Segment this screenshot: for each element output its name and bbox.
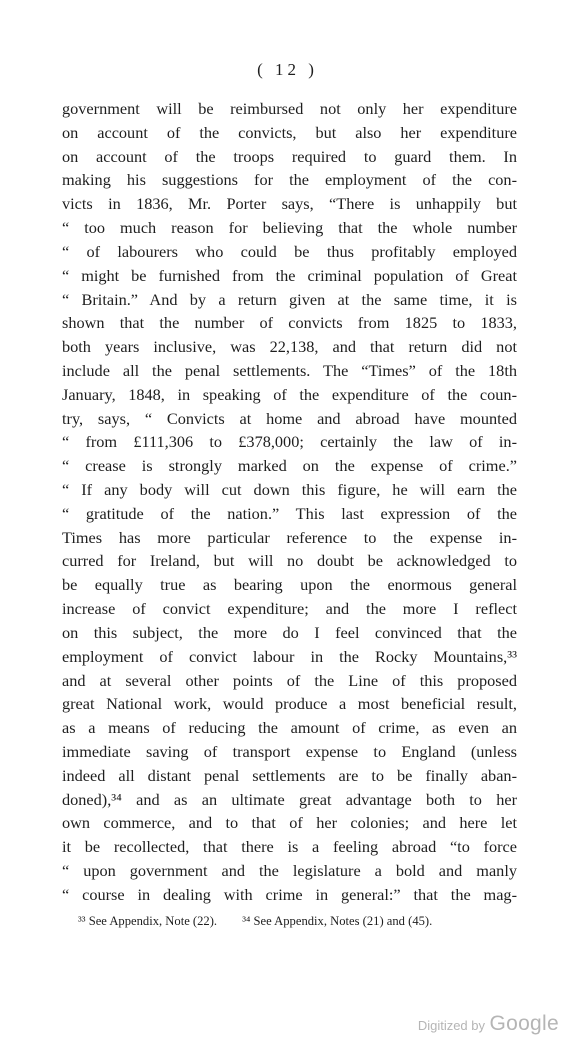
text-line: try, says, “ Convicts at home and abroad have mounted [62,408,517,428]
digitized-by-watermark [418,1012,559,1036]
text-line: “ gratitude of the nation.” This last expression of the [62,503,517,523]
body-text [62,97,517,907]
text-line: “ too much reason for believing that the whole number [62,218,517,238]
footnote-33: ³³ See Appendix, Note (22). [78,914,218,928]
text-line: immediate saving of transport expense to England (unless [62,741,517,761]
text-line: on account of the convicts, but also her expenditure [62,122,517,142]
text-line: “ crease is strongly marked on the expense of crime.” [62,456,517,476]
text-line: doned),³⁴ and as an ultimate great advantage both to her [62,789,517,809]
text-line: “ from £111,306 to £378,000; certainly the law of in- [62,432,517,452]
text-line: increase of convict expenditure; and the more I reflect [62,599,517,619]
text-line: government will be reimbursed not only her expenditure [62,99,517,118]
text-line: “ course in dealing with crime in general:” that the mag- [62,884,517,904]
text-line: on this subject, the more do I feel convinced that the [62,622,517,642]
text-line: both years inclusive, was 22,138, and that return did not [62,337,517,357]
text-line: as a means of reducing the amount of crime, as even an [62,718,517,738]
text-line: curred for Ireland, but will no doubt be acknowledged to [62,551,517,571]
footnotes [78,914,518,929]
text-line: shown that the number of convicts from 1825 to 1833, [62,313,517,333]
text-line: making his suggestions for the employment of the con- [62,170,517,190]
text-line: “ might be furnished from the criminal population of Great [62,265,517,285]
text-line: great National work, would produce a most beneficial result, [62,694,517,714]
text-line: be equally true as bearing upon the enormous general [62,575,517,595]
text-line: own commerce, and to that of her colonies; and here let [62,813,517,833]
text-line: employment of convict labour in the Rocky Mountains,³³ [62,646,517,666]
footnote-34: ³⁴ See Appendix, Notes (21) and (45). [242,914,433,928]
text-line: and at several other points of the Line of this proposed [62,670,517,690]
google-logo: Google [489,1012,559,1035]
text-line: “ Britain.” And by a return given at the same time, it is [62,289,517,309]
text-line: “ If any body will cut down this figure, he will earn the [62,480,517,499]
text-line: January, 1848, in speaking of the expenditure of the coun- [62,384,517,404]
text-line: indeed all distant penal settlements are to be finally aban- [62,765,517,785]
text-line: Times has more particular reference to the expense in- [62,527,517,547]
watermark-prefix: Digitized by [417,1018,486,1033]
text-line: include all the penal settlements. The “Times” of the 18th [62,360,517,380]
text-line: “ of labourers who could be thus profitably employed [62,241,517,261]
text-line: victs in 1836, Mr. Porter says, “There is unhappily but [62,194,517,214]
text-line: “ upon government and the legislature a bold and manly [62,861,517,880]
page-number: ( 12 ) [257,60,318,79]
text-line: it be recollected, that there is a feeling abroad “to force [62,837,517,857]
text-line: on account of the troops required to guard them. In [62,146,517,166]
